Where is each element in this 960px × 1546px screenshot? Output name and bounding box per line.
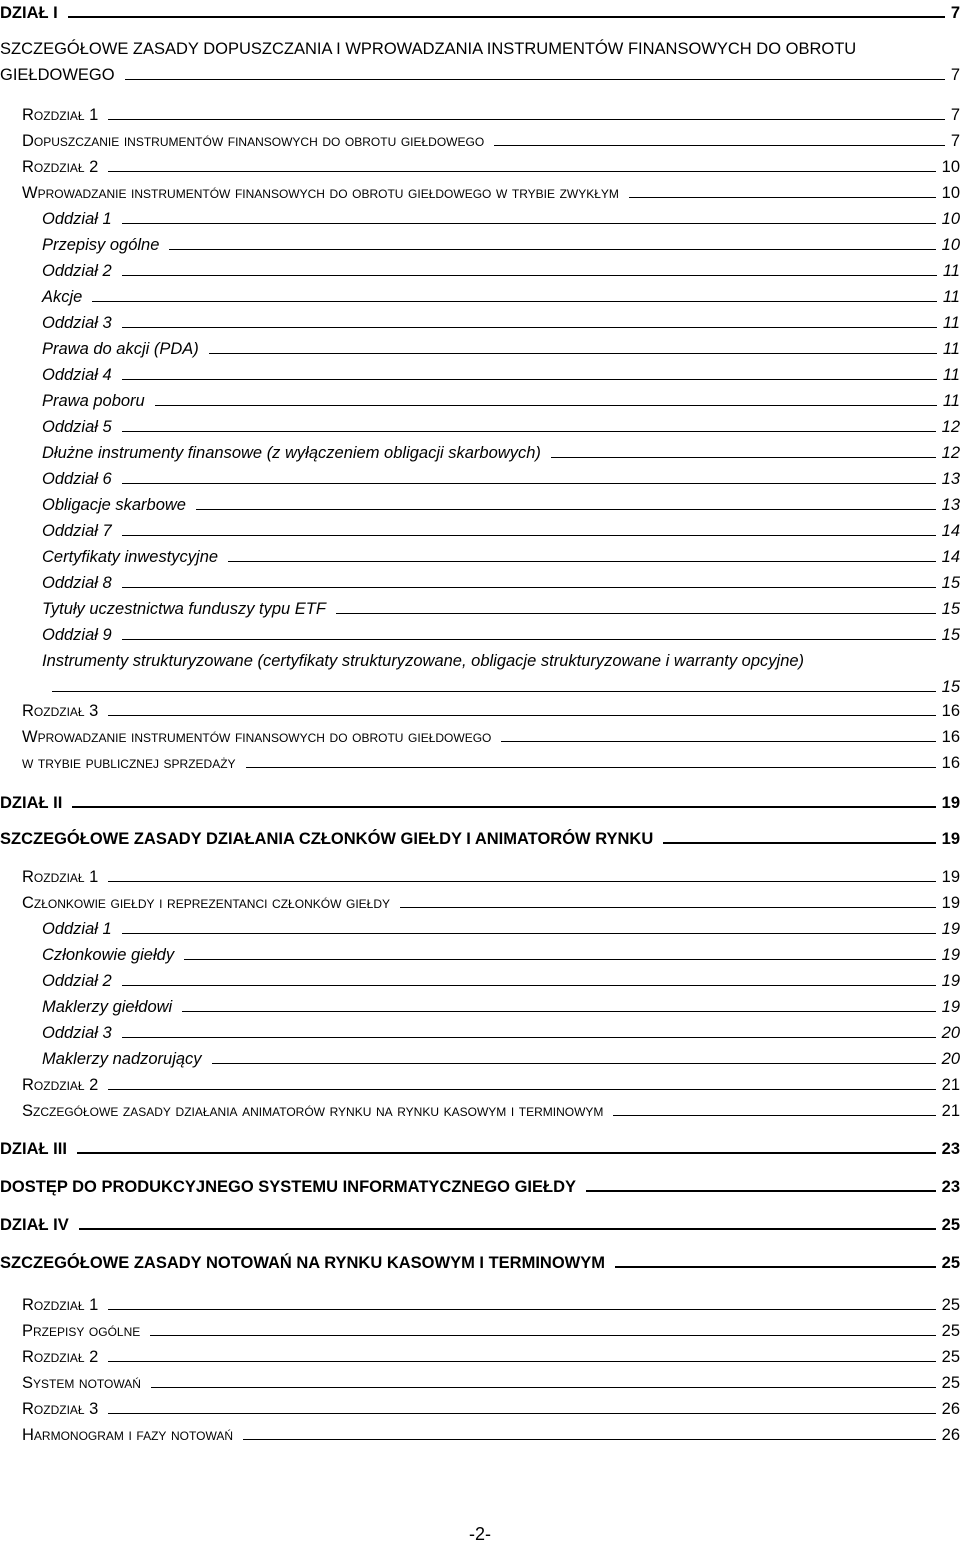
toc-entry[interactable] <box>42 674 960 696</box>
toc-entry[interactable] <box>22 154 960 176</box>
leader-line <box>122 535 936 536</box>
toc-entry[interactable] <box>22 698 960 720</box>
leader-line <box>551 457 936 458</box>
leader-line <box>246 767 936 768</box>
toc-entry-title: Prawa poboru <box>42 392 145 410</box>
toc-entry-title: Rozdział 2 <box>22 1076 99 1094</box>
toc-entry-page: 15 <box>941 600 960 618</box>
toc-entry-page: 7 <box>950 4 960 22</box>
leader-line <box>108 1089 935 1090</box>
leader-line <box>108 1413 935 1414</box>
toc-entry[interactable] <box>42 622 960 644</box>
toc-entry-title: DZIAŁ IV <box>0 1216 69 1234</box>
toc-entry[interactable] <box>22 724 960 746</box>
toc-entry[interactable] <box>22 1422 960 1444</box>
toc-entry[interactable] <box>22 128 960 150</box>
toc-entry[interactable] <box>42 258 960 280</box>
toc-entry[interactable] <box>22 1072 960 1094</box>
toc-entry-page: 11 <box>942 262 960 280</box>
toc-entry[interactable] <box>22 1292 960 1314</box>
toc-entry[interactable] <box>42 1020 960 1042</box>
toc-entry-page: 26 <box>941 1400 960 1418</box>
toc-entry-page: 14 <box>941 522 960 540</box>
leader-line <box>494 145 945 146</box>
toc-entry-title: Harmonogram i fazy notowań <box>22 1426 234 1444</box>
leader-line <box>122 639 936 640</box>
toc-entry-page: 23 <box>941 1140 960 1158</box>
toc-entry-title: Oddział 9 <box>42 626 112 644</box>
toc-entry-page: 26 <box>941 1426 960 1444</box>
toc-entry[interactable] <box>42 518 960 540</box>
toc-entry-title: Oddział 3 <box>42 314 112 332</box>
toc-entry-page: 21 <box>941 1102 960 1120</box>
toc-entry[interactable] <box>42 362 960 384</box>
toc-entry-title: Maklerzy giełdowi <box>42 998 173 1016</box>
toc-entry-page: 19 <box>941 894 960 912</box>
leader-line <box>122 275 937 276</box>
toc-entry[interactable] <box>0 1250 960 1272</box>
toc-entry-page: 19 <box>941 920 960 938</box>
leader-line <box>72 806 935 808</box>
toc-entry-title: Oddział 5 <box>42 418 112 436</box>
toc-entry-page: 10 <box>941 210 960 228</box>
leader-line <box>629 197 936 198</box>
leader-line <box>108 715 935 716</box>
leader-line <box>79 1228 936 1230</box>
leader-line <box>77 1152 936 1154</box>
toc-entry[interactable] <box>42 466 960 488</box>
toc-entry-title: Maklerzy nadzorujący <box>42 1050 202 1068</box>
toc-entry-title: Prawa do akcji (PDA) <box>42 340 199 358</box>
toc-entry-title: Członkowie giełdy <box>42 946 175 964</box>
toc-entry[interactable] <box>42 310 960 332</box>
toc-entry-page: 7 <box>950 132 960 150</box>
leader-line <box>613 1115 935 1116</box>
leader-line <box>209 353 937 354</box>
toc-entry-page: 7 <box>950 66 960 84</box>
toc-entry-title: w trybie publicznej sprzedaży <box>22 754 236 772</box>
toc-entry[interactable] <box>42 1046 960 1068</box>
toc-entry-title: Obligacje skarbowe <box>42 496 186 514</box>
leader-line <box>155 405 937 406</box>
toc-entry-page: 15 <box>941 626 960 644</box>
toc-entry-title: Akcje <box>42 288 83 306</box>
toc-entry-title: Dłużne instrumenty finansowe (z wyłączeniem obligacji skarbowych) <box>42 444 541 462</box>
leader-line <box>108 881 935 882</box>
toc-entry[interactable] <box>42 596 960 618</box>
toc-entry-title: Rozdział 1 <box>22 1296 99 1314</box>
toc-entry[interactable] <box>42 336 960 358</box>
toc-entry[interactable] <box>42 414 960 436</box>
toc-entry[interactable] <box>42 968 960 990</box>
toc-entry-page: 25 <box>941 1254 960 1272</box>
toc-entry-page: 20 <box>941 1024 960 1042</box>
toc-entry-page: 15 <box>941 678 960 696</box>
leader-line <box>122 1037 936 1038</box>
toc-entry-page: 12 <box>941 444 960 462</box>
toc-entry-page: 10 <box>941 236 960 254</box>
toc-entry-title: Wprowadzanie instrumentów finansowych do obrotu giełdowego w trybie zwykłym <box>22 184 619 202</box>
toc-entry-page: 11 <box>942 366 960 384</box>
toc-entry-page: 25 <box>941 1216 960 1234</box>
leader-line <box>122 483 936 484</box>
toc-entry-page: 13 <box>941 496 960 514</box>
toc-entry-page: 20 <box>941 1050 960 1068</box>
leader-line <box>122 379 937 380</box>
toc-entry[interactable] <box>22 864 960 886</box>
leader-line <box>243 1439 936 1440</box>
leader-line <box>122 327 937 328</box>
leader-line <box>108 171 935 172</box>
toc-entry[interactable] <box>42 440 960 462</box>
toc-entry-title: Rozdział 3 <box>22 702 99 720</box>
toc-entry[interactable] <box>22 102 960 124</box>
page-number: -2- <box>469 1524 491 1544</box>
toc-entry-page: 11 <box>942 314 960 332</box>
toc-entry-page: 21 <box>941 1076 960 1094</box>
toc-entry[interactable] <box>22 1396 960 1418</box>
toc-entry-page: 12 <box>941 418 960 436</box>
leader-line <box>336 613 936 614</box>
toc-entry[interactable] <box>0 1174 960 1196</box>
toc-entry-page: 15 <box>941 574 960 592</box>
toc-entry[interactable] <box>22 1344 960 1366</box>
toc-entry[interactable] <box>42 916 960 938</box>
toc-entry[interactable] <box>0 1136 960 1158</box>
toc-entry[interactable] <box>0 790 960 812</box>
toc-entry[interactable] <box>42 544 960 566</box>
toc-entry[interactable] <box>42 492 960 514</box>
toc-entry-title: Oddział 6 <box>42 470 112 488</box>
toc-entry-title: Oddział 2 <box>42 262 112 280</box>
toc-entry[interactable] <box>22 1098 960 1120</box>
toc-entry[interactable] <box>0 1212 960 1234</box>
leader-line <box>68 16 945 18</box>
leader-line <box>400 907 936 908</box>
toc-entry-page: 25 <box>941 1348 960 1366</box>
toc-entry-title: Certyfikaty inwestycyjne <box>42 548 219 566</box>
toc-entry-page: 10 <box>941 184 960 202</box>
toc-entry[interactable] <box>22 1370 960 1392</box>
toc-entry-page: 16 <box>941 754 960 772</box>
toc-entry-page: 23 <box>941 1178 960 1196</box>
leader-line <box>125 79 945 80</box>
leader-line <box>151 1387 936 1388</box>
leader-line <box>52 691 936 692</box>
toc-entry-title: Rozdział 1 <box>22 106 99 124</box>
toc-entry[interactable] <box>0 0 960 22</box>
toc-entry-title: Członkowie giełdy i reprezentanci członków giełdy <box>22 894 390 912</box>
toc-entry[interactable] <box>42 232 960 254</box>
leader-line <box>184 959 936 960</box>
toc-entry[interactable] <box>42 570 960 592</box>
leader-line <box>122 985 936 986</box>
toc-entry-title: Rozdział 3 <box>22 1400 99 1418</box>
leader-line <box>501 741 935 742</box>
leader-line <box>212 1063 936 1064</box>
leader-line <box>169 249 935 250</box>
toc-entry-title: Rozdział 1 <box>22 868 99 886</box>
leader-line <box>122 587 936 588</box>
toc-entry-page: 25 <box>941 1322 960 1340</box>
leader-line <box>122 223 936 224</box>
toc-entry-title: Przepisy ogólne <box>42 236 160 254</box>
toc-entry-title: Tytuły uczestnictwa funduszy typu ETF <box>42 600 326 618</box>
leader-line <box>615 1266 936 1268</box>
toc-entry-title: Oddział 4 <box>42 366 112 384</box>
toc-entry-page: 25 <box>941 1374 960 1392</box>
toc-entry-page: 10 <box>941 158 960 176</box>
toc-entry-title[interactable]: SZCZEGÓŁOWE ZASADY DOPUSZCZANIA I WPROWADZANIA INSTRUMENTÓW FINANSOWYCH DO OBROTU <box>0 40 857 58</box>
toc-entry-page: 19 <box>941 998 960 1016</box>
toc-entry-title: Dopuszczanie instrumentów finansowych do obrotu giełdowego <box>22 132 485 150</box>
toc-entry-title: Wprowadzanie instrumentów finansowych do obrotu giełdowego <box>22 728 492 746</box>
toc-entry-title: Oddział 2 <box>42 972 112 990</box>
toc-entry[interactable] <box>22 890 960 912</box>
toc-entry[interactable] <box>42 284 960 306</box>
toc-entry-title: Rozdział 2 <box>22 158 99 176</box>
toc-entry-page: 7 <box>950 106 960 124</box>
toc-entry-title: GIEŁDOWEGO <box>0 66 115 84</box>
toc-entry-title: Szczegółowe zasady działania animatorów rynku na rynku kasowym i terminowym <box>22 1102 604 1120</box>
toc-entry-page: 11 <box>942 288 960 306</box>
toc-entry-title: Oddział 1 <box>42 210 112 228</box>
toc-entry-page: 19 <box>941 946 960 964</box>
toc-entry-title[interactable]: Instrumenty strukturyzowane (certyfikaty strukturyzowane, obligacje strukturyzowane i warranty opcyjne) <box>42 652 805 670</box>
toc-entry-title: Oddział 1 <box>42 920 112 938</box>
toc-entry[interactable] <box>42 994 960 1016</box>
leader-line <box>122 431 936 432</box>
leader-line <box>228 561 936 562</box>
leader-line <box>92 301 937 302</box>
toc-entry-title: SZCZEGÓŁOWE ZASADY NOTOWAŃ NA RYNKU KASOWYM I TERMINOWYM <box>0 1254 605 1272</box>
leader-line <box>663 842 935 844</box>
leader-line <box>182 1011 935 1012</box>
leader-line <box>108 1309 935 1310</box>
leader-line <box>196 509 936 510</box>
leader-line <box>122 933 936 934</box>
toc-entry-page: 11 <box>942 340 960 358</box>
toc-entry-title: Oddział 8 <box>42 574 112 592</box>
toc-entry-page: 19 <box>941 868 960 886</box>
toc-entry-page: 25 <box>941 1296 960 1314</box>
toc-entry-page: 14 <box>941 548 960 566</box>
toc-entry-page: 19 <box>941 794 960 812</box>
toc-entry-page: 13 <box>941 470 960 488</box>
toc-entry-title: DZIAŁ III <box>0 1140 67 1158</box>
leader-line <box>108 1361 935 1362</box>
toc-entry-page: 19 <box>941 972 960 990</box>
toc-entry-title: Przepisy ogólne <box>22 1322 141 1340</box>
toc-entry-title: System notowań <box>22 1374 141 1392</box>
toc-entry-title: DOSTĘP DO PRODUKCYJNEGO SYSTEMU INFORMATYCZNEGO GIEŁDY <box>0 1178 577 1196</box>
toc-entry[interactable] <box>22 180 960 202</box>
toc-entry[interactable] <box>42 388 960 410</box>
toc-entry-title: Oddział 7 <box>42 522 112 540</box>
toc-entry-page: 19 <box>941 830 960 848</box>
toc-entry-title: DZIAŁ I <box>0 4 58 22</box>
toc-entry[interactable] <box>0 826 960 848</box>
toc-entry-page: 16 <box>941 702 960 720</box>
toc-entry-page: 16 <box>941 728 960 746</box>
toc-entry[interactable] <box>0 62 960 84</box>
toc-entry-title: DZIAŁ II <box>0 794 63 812</box>
toc-entry[interactable] <box>22 750 960 772</box>
leader-line <box>108 119 944 120</box>
leader-line <box>150 1335 935 1336</box>
toc-entry-title: Oddział 3 <box>42 1024 112 1042</box>
leader-line <box>586 1190 936 1192</box>
toc-entry[interactable] <box>42 206 960 228</box>
toc-entry[interactable] <box>22 1318 960 1340</box>
toc-entry-title: SZCZEGÓŁOWE ZASADY DZIAŁANIA CZŁONKÓW GIEŁDY I ANIMATORÓW RYNKU <box>0 830 654 848</box>
toc-entry-page: 11 <box>942 392 960 410</box>
toc-entry[interactable] <box>42 942 960 964</box>
toc-entry-title: Rozdział 2 <box>22 1348 99 1366</box>
